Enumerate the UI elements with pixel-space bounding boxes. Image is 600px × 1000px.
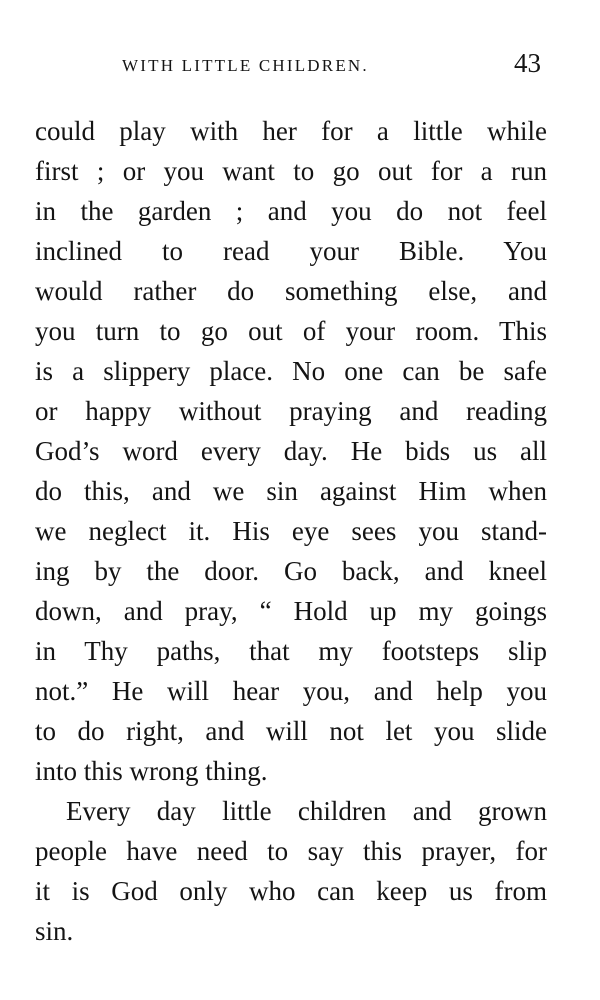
text-line: is a slippery place. No one can be safe	[35, 356, 547, 386]
text-line: not.” He will hear you, and help you	[35, 676, 547, 706]
page-number: 43	[514, 48, 541, 78]
text-line: into this wrong thing.	[35, 756, 268, 786]
text-line: you turn to go out of your room. This	[35, 316, 547, 346]
text-line: in Thy paths, that my footsteps slip	[35, 636, 547, 666]
text-line: Every day little children and grown	[66, 796, 547, 826]
text-line: could play with her for a little while	[35, 116, 547, 146]
text-line: people have need to say this prayer, for	[35, 836, 547, 866]
text-line: sin.	[35, 916, 74, 946]
text-line: down, and pray, “ Hold up my goings	[35, 596, 547, 626]
text-line: God’s word every day. He bids us all	[35, 436, 547, 466]
text-line: or happy without praying and reading	[35, 396, 547, 426]
paragraph	[35, 791, 547, 951]
text-line: first ; or you want to go out for a run	[35, 156, 547, 186]
page-header	[0, 48, 600, 82]
text-line: it is God only who can keep us from	[35, 876, 547, 906]
text-line: in the garden ; and you do not feel	[35, 196, 547, 226]
paragraph	[35, 111, 547, 791]
running-head: WITH LITTLE CHILDREN.	[122, 56, 369, 75]
body-text	[35, 111, 547, 951]
text-line: to do right, and will not let you slide	[35, 716, 547, 746]
text-line: inclined to read your Bible. You	[35, 236, 547, 266]
text-line: would rather do something else, and	[35, 276, 547, 306]
text-line: do this, and we sin against Him when	[35, 476, 547, 506]
text-line: we neglect it. His eye sees you stand-	[35, 516, 547, 546]
text-line: ing by the door. Go back, and kneel	[35, 556, 547, 586]
